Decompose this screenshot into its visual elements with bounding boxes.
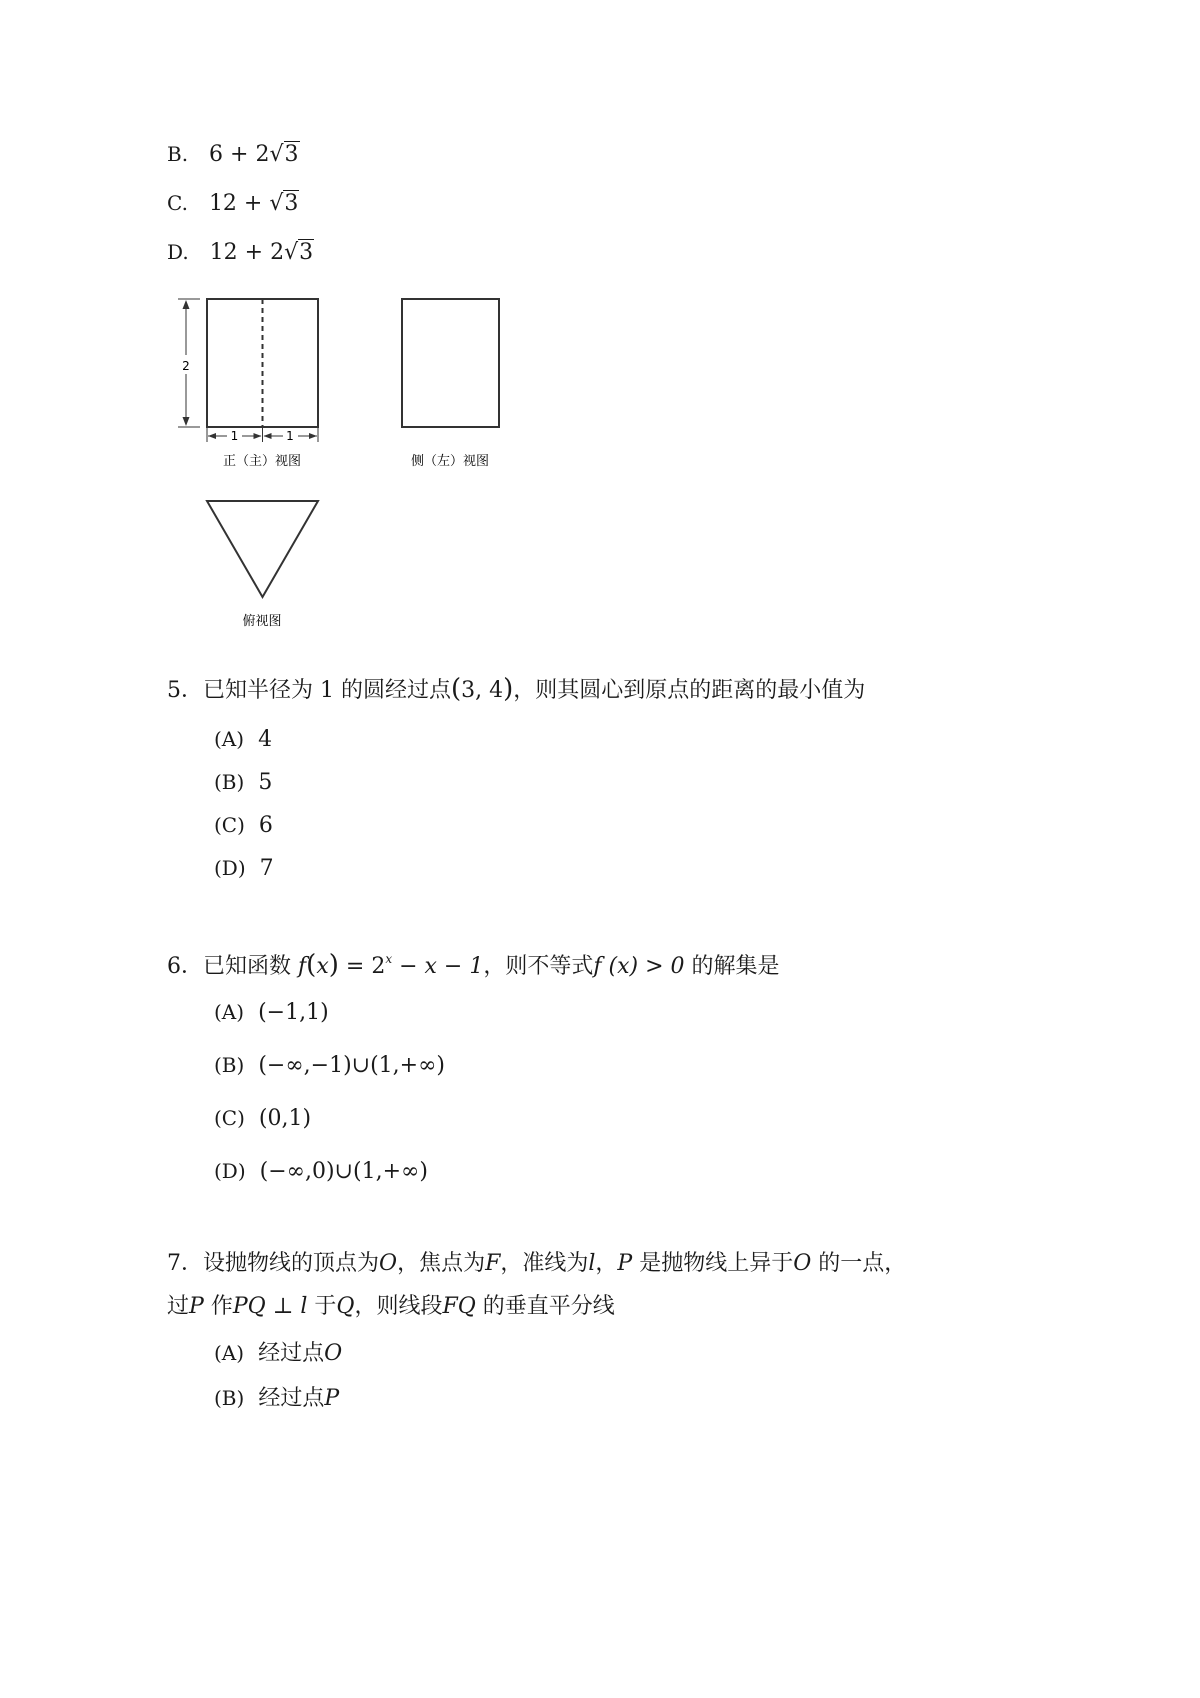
question-text-a: 已知函数: [203, 954, 292, 979]
q7-option-a: [214, 1339, 342, 1368]
q7-text: 是抛物线上异于: [632, 1251, 794, 1276]
q7-math: l: [588, 1251, 596, 1276]
q5-option-a: [214, 725, 272, 754]
q6-option-d: [214, 1157, 428, 1186]
option-letter: B.: [167, 142, 189, 166]
q4-option-c: C. 12 + √3: [167, 191, 299, 216]
point-coords: 3, 4: [461, 678, 504, 703]
option-expr: 6 + 2: [209, 142, 270, 167]
q7-math: P: [617, 1251, 633, 1276]
func-var: x: [316, 954, 329, 979]
option-value: 4: [258, 727, 273, 752]
top-view-label: 俯视图: [242, 614, 282, 629]
option-letter: C.: [167, 191, 188, 215]
option-letter: D.: [167, 240, 189, 264]
option-value: 5: [258, 770, 273, 795]
question-6: 6．已知函数 $f(x) = 2^x - x - 1$，则不等式f (x) > 0 的解集是: [167, 950, 780, 980]
option-letter: (A): [214, 1000, 245, 1024]
option-value: (−∞,−1)∪(1,+∞): [258, 1053, 446, 1078]
question-text-c: 的解集是: [691, 954, 780, 979]
sqrt-arg: 3: [284, 191, 299, 216]
option-letter: (B): [214, 1386, 245, 1410]
front-view-label: 正（主）视图: [222, 454, 302, 469]
q6-option-b: [214, 1051, 445, 1080]
side-view-label: 侧（左）视图: [410, 454, 490, 469]
q5-option-d: [214, 854, 274, 883]
question-number: 5．: [167, 678, 203, 703]
question-text-a: 已知半径为 1 的圆经过点: [203, 678, 451, 703]
option-expr: 12 +: [208, 191, 270, 216]
dim-height: 2: [182, 359, 190, 373]
option-point: P: [324, 1386, 340, 1411]
func-eq: = 2: [338, 954, 386, 979]
q7-math: Q: [336, 1294, 355, 1319]
q7-math: P: [189, 1294, 204, 1319]
question-text-b: ，则不等式: [483, 954, 594, 979]
q4-option-b: B. 6 + 2√3: [167, 142, 299, 167]
func-tail: − x − 1: [392, 954, 484, 979]
question-number: 6．: [167, 954, 203, 979]
front-view: [178, 299, 318, 469]
option-letter: (C): [214, 813, 245, 837]
func-exp: x: [385, 952, 393, 966]
sqrt-arg: 3: [299, 240, 314, 265]
q7-text: ，: [595, 1251, 618, 1276]
q7-text: 设抛物线的顶点为: [203, 1251, 380, 1276]
q7-math: F: [485, 1251, 501, 1276]
option-value: 6: [258, 813, 273, 838]
question-7-line-1: [167, 1250, 906, 1278]
option-letter: (B): [214, 770, 245, 794]
q7-math: PQ ⊥ l: [232, 1294, 308, 1319]
option-point: O: [324, 1341, 343, 1366]
three-view-figure: [170, 290, 530, 640]
q7-text: ，焦点为: [397, 1251, 486, 1276]
side-view: [402, 299, 499, 469]
q6-option-a: [214, 998, 329, 1027]
dim-right: 1: [286, 429, 294, 443]
option-letter: (C): [214, 1106, 245, 1130]
sqrt-arg: 3: [284, 142, 299, 167]
q5-option-b: [214, 768, 272, 797]
question-7-line-2: [167, 1293, 615, 1321]
question-5: 5．已知半径为 1 的圆经过点(3, 4)，则其圆心到原点的距离的最小值为: [167, 674, 866, 704]
question-number: 7．: [167, 1251, 203, 1276]
option-letter: (D): [214, 1159, 246, 1183]
option-letter: (A): [214, 1341, 245, 1365]
option-expr: 12 + 2: [209, 240, 285, 265]
q4-option-d: D. 12 + 2√3: [167, 240, 314, 265]
dim-left: 1: [230, 429, 239, 443]
q7-option-b: [214, 1384, 339, 1413]
q7-math: FQ: [442, 1294, 476, 1319]
q7-text: 过: [167, 1294, 190, 1319]
option-value: (−1,1): [258, 1000, 329, 1025]
q7-text: 的垂直平分线: [475, 1294, 615, 1319]
q7-math: O: [379, 1251, 398, 1276]
option-value: (−∞,0)∪(1,+∞): [259, 1159, 428, 1184]
question-text-b: ，则其圆心到原点的距离的最小值为: [513, 678, 866, 703]
option-text: 经过点: [258, 1341, 325, 1366]
q7-text: ，准线为: [500, 1251, 589, 1276]
option-letter: (B): [214, 1053, 245, 1077]
q7-math: O: [793, 1251, 812, 1276]
q7-text: 作: [203, 1294, 233, 1319]
option-letter: (D): [214, 856, 246, 880]
option-value: 7: [259, 856, 274, 881]
top-view: [207, 501, 318, 629]
option-value: (0,1): [258, 1106, 312, 1131]
option-text: 经过点: [258, 1386, 325, 1411]
q7-text: 的一点，: [811, 1251, 907, 1276]
q7-text: 于: [307, 1294, 337, 1319]
q6-option-c: [214, 1104, 311, 1133]
inequality: f (x) > 0: [593, 954, 685, 979]
q7-text: ，则线段: [354, 1294, 443, 1319]
option-letter: (A): [214, 727, 245, 751]
func-name: f: [298, 954, 307, 979]
q5-option-c: [214, 811, 273, 840]
